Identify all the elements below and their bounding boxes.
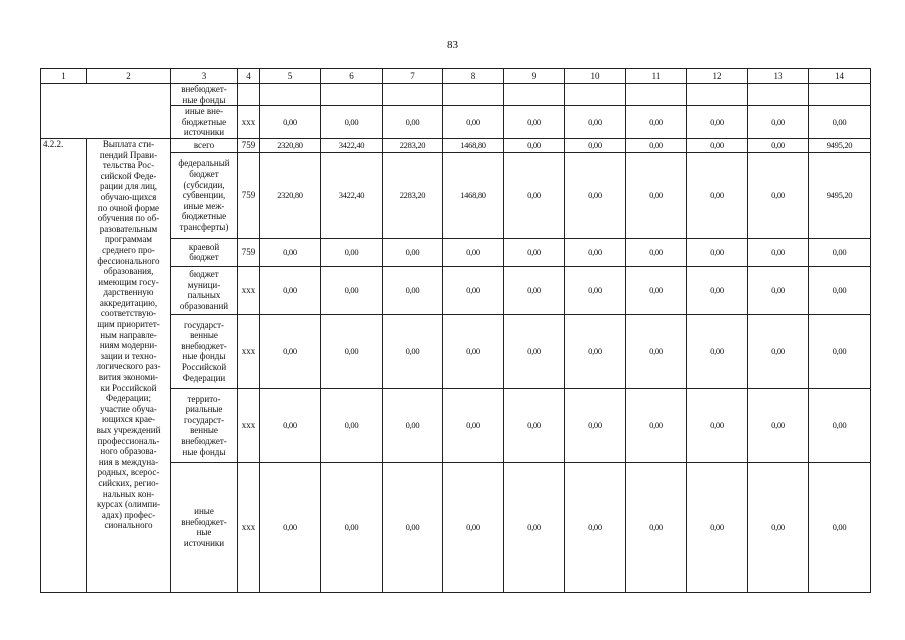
column-number: 6 [321, 69, 383, 84]
amount-cell: 0,00 [626, 106, 687, 139]
amount-cell: 0,00 [748, 462, 809, 592]
amount-cell: 0,00 [809, 106, 871, 139]
amount-cell: 0,00 [809, 462, 871, 592]
amount-cell: 0,00 [383, 388, 443, 462]
column-number: 12 [687, 69, 748, 84]
amount-cell: 0,00 [504, 138, 565, 152]
amount-cell: 9495,20 [809, 152, 871, 238]
amount-cell: 0,00 [565, 388, 626, 462]
amount-cell: 0,00 [321, 266, 383, 314]
amount-cell: 1468,80 [443, 138, 504, 152]
amount-cell: 0,00 [565, 106, 626, 139]
budget-code: 759 [238, 138, 260, 152]
amount-cell: 0,00 [687, 152, 748, 238]
amount-cell: 0,00 [565, 238, 626, 266]
amount-cell: 0,00 [626, 152, 687, 238]
amount-cell: 0,00 [321, 314, 383, 388]
amount-cell: 0,00 [321, 462, 383, 592]
amount-cell: 0,00 [260, 238, 321, 266]
amount-cell: 0,00 [809, 388, 871, 462]
amount-cell: 0,00 [383, 106, 443, 139]
amount-cell: 0,00 [748, 388, 809, 462]
amount-cell: 0,00 [383, 238, 443, 266]
funding-source: государст- венные внебюджет- ные фонды Российской Федерации [171, 314, 238, 388]
continued-blank-cell [41, 84, 171, 139]
amount-cell: 0,00 [565, 138, 626, 152]
amount-cell: 0,00 [687, 238, 748, 266]
budget-code: ххх [238, 106, 260, 139]
amount-cell [443, 84, 504, 106]
funding-source: краевой бюджет [171, 238, 238, 266]
column-number: 2 [87, 69, 171, 84]
amount-cell: 0,00 [748, 238, 809, 266]
amount-cell: 0,00 [565, 314, 626, 388]
amount-cell: 2283,20 [383, 138, 443, 152]
amount-cell: 0,00 [504, 266, 565, 314]
column-number: 5 [260, 69, 321, 84]
amount-cell: 0,00 [626, 238, 687, 266]
amount-cell: 0,00 [748, 266, 809, 314]
amount-cell: 0,00 [565, 152, 626, 238]
item-number: 4.2.2. [41, 138, 87, 592]
amount-cell: 0,00 [260, 462, 321, 592]
amount-cell: 3422,40 [321, 138, 383, 152]
budget-code: 759 [238, 238, 260, 266]
amount-cell: 0,00 [504, 106, 565, 139]
amount-cell: 0,00 [687, 138, 748, 152]
amount-cell: 0,00 [383, 266, 443, 314]
funding-source: иные вне- бюджетные источники [171, 106, 238, 139]
amount-cell: 0,00 [321, 388, 383, 462]
amount-cell: 0,00 [809, 238, 871, 266]
amount-cell: 0,00 [443, 106, 504, 139]
table-row [41, 84, 871, 106]
amount-cell: 0,00 [443, 388, 504, 462]
amount-cell [748, 84, 809, 106]
amount-cell: 0,00 [260, 314, 321, 388]
column-number: 13 [748, 69, 809, 84]
amount-cell [260, 84, 321, 106]
amount-cell: 2283,20 [383, 152, 443, 238]
amount-cell: 0,00 [626, 266, 687, 314]
amount-cell [565, 84, 626, 106]
amount-cell: 0,00 [687, 266, 748, 314]
amount-cell: 0,00 [687, 106, 748, 139]
amount-cell: 0,00 [748, 152, 809, 238]
budget-code [238, 84, 260, 106]
budget-code: ххх [238, 462, 260, 592]
item-name: Выплата сти- пендий Прави- тельства Рос- сийской Феде- рации для лиц, обучаю-щихся по очной форме обучения по об- разовательным программам среднего про- фессионального образования, имеющим госу- дарственную аккредитацию, соответствую- щим приоритет- ным направле- ниям модерни- зации и техно- логического раз- вития экономи- ки Российской Федерации; участие обуча- ющихся крае- вых учреждений профессиональ- ного образова- ния в междуна- родных, всерос- сийских, регио- нальных кон- курсах (олимпи- адах) профес- сионального [87, 138, 171, 592]
amount-cell: 0,00 [687, 314, 748, 388]
amount-cell [626, 84, 687, 106]
budget-code: ххх [238, 388, 260, 462]
amount-cell: 0,00 [383, 314, 443, 388]
funding-source: федеральный бюджет (субсидии, субвенции, иные меж- бюджетные трансферты) [171, 152, 238, 238]
amount-cell: 0,00 [565, 462, 626, 592]
amount-cell: 0,00 [809, 266, 871, 314]
funding-source: внебюджет- ные фонды [171, 84, 238, 106]
column-number: 9 [504, 69, 565, 84]
column-number: 14 [809, 69, 871, 84]
amount-cell: 0,00 [504, 388, 565, 462]
amount-cell: 0,00 [687, 462, 748, 592]
funding-source: бюджет муници- пальных образований [171, 266, 238, 314]
amount-cell: 0,00 [443, 314, 504, 388]
amount-cell: 0,00 [321, 238, 383, 266]
column-number-row [41, 69, 871, 84]
column-number: 7 [383, 69, 443, 84]
column-number: 10 [565, 69, 626, 84]
amount-cell [809, 84, 871, 106]
column-number: 4 [238, 69, 260, 84]
amount-cell: 0,00 [748, 314, 809, 388]
amount-cell: 2320,80 [260, 138, 321, 152]
amount-cell: 0,00 [260, 106, 321, 139]
column-number: 1 [41, 69, 87, 84]
amount-cell: 0,00 [443, 462, 504, 592]
amount-cell: 2320,80 [260, 152, 321, 238]
amount-cell: 3422,40 [321, 152, 383, 238]
budget-code: ххх [238, 314, 260, 388]
amount-cell: 0,00 [626, 138, 687, 152]
amount-cell [687, 84, 748, 106]
amount-cell: 0,00 [504, 238, 565, 266]
table-row [41, 138, 871, 152]
column-number: 11 [626, 69, 687, 84]
budget-code: ххх [238, 266, 260, 314]
amount-cell: 0,00 [443, 266, 504, 314]
amount-cell: 0,00 [687, 388, 748, 462]
funding-source: террито- риальные государст- венные внебюджет- ные фонды [171, 388, 238, 462]
column-number: 3 [171, 69, 238, 84]
amount-cell [321, 84, 383, 106]
budget-table [40, 68, 871, 593]
amount-cell: 0,00 [260, 388, 321, 462]
amount-cell: 1468,80 [443, 152, 504, 238]
page-number: 83 [447, 39, 458, 51]
amount-cell: 0,00 [626, 462, 687, 592]
amount-cell: 0,00 [565, 266, 626, 314]
amount-cell: 0,00 [748, 106, 809, 139]
amount-cell: 0,00 [748, 138, 809, 152]
amount-cell [383, 84, 443, 106]
amount-cell: 0,00 [260, 266, 321, 314]
amount-cell: 0,00 [626, 314, 687, 388]
column-number: 8 [443, 69, 504, 84]
amount-cell: 0,00 [626, 388, 687, 462]
amount-cell: 0,00 [383, 462, 443, 592]
budget-code: 759 [238, 152, 260, 238]
funding-source: всего [171, 138, 238, 152]
amount-cell: 0,00 [809, 314, 871, 388]
amount-cell: 0,00 [504, 152, 565, 238]
amount-cell: 0,00 [504, 462, 565, 592]
amount-cell: 0,00 [443, 238, 504, 266]
amount-cell: 9495,20 [809, 138, 871, 152]
amount-cell [504, 84, 565, 106]
amount-cell: 0,00 [504, 314, 565, 388]
funding-source: иные внебюджет- ные источники [171, 462, 238, 592]
amount-cell: 0,00 [321, 106, 383, 139]
